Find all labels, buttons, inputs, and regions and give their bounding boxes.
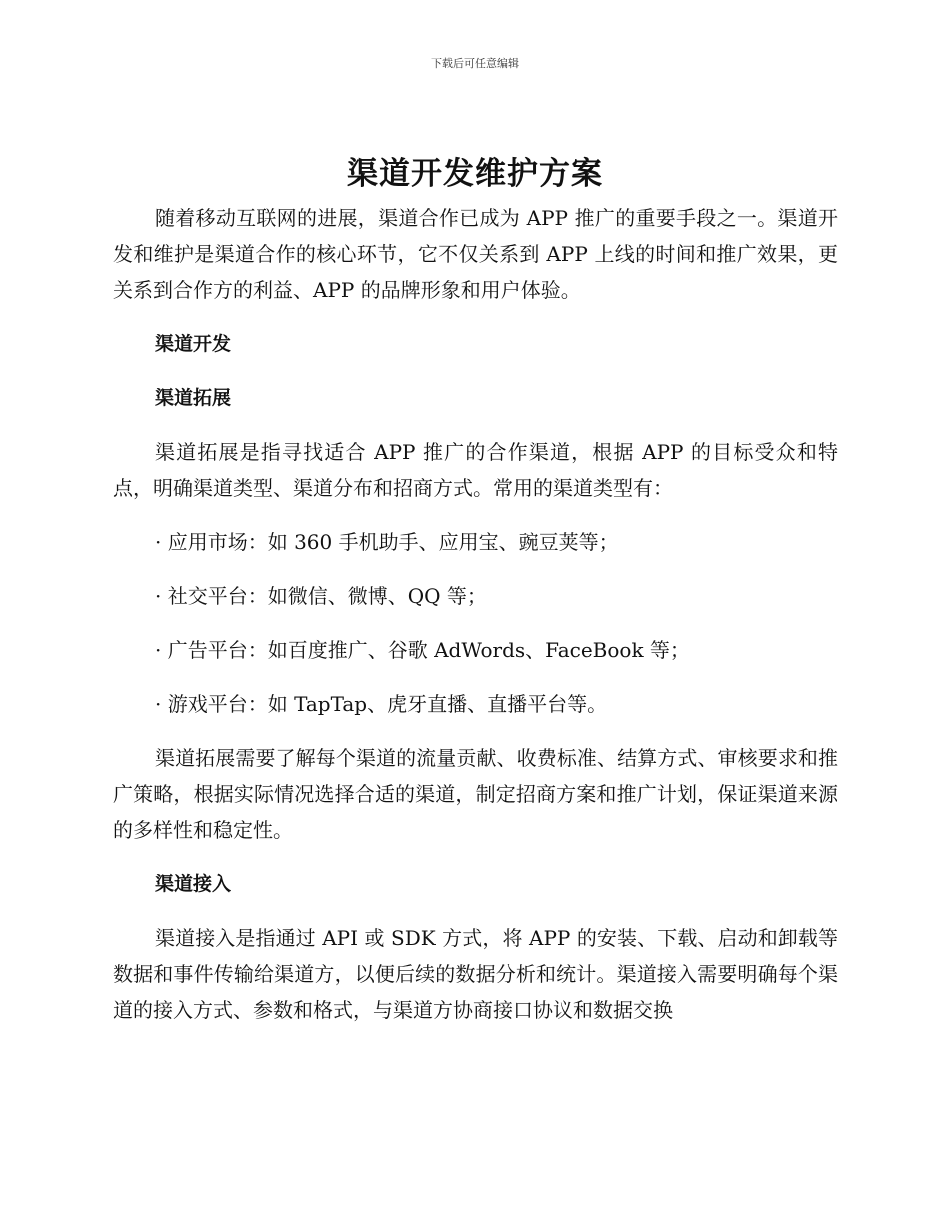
document-title: 渠道开发维护方案 [347, 156, 603, 192]
document-body [113, 200, 838, 1028]
expansion-paragraph-1: 渠道拓展是指寻找适合 APP 推广的合作渠道，根据 APP 的目标受众和特点，明确渠道类型、渠道分布和招商方式。常用的渠道类型有： [113, 440, 838, 500]
bullet-item-ad-platform: · 广告平台：如百度推广、谷歌 AdWords、FaceBook 等； [155, 638, 690, 662]
intro-paragraph: 随着移动互联网的进展，渠道合作已成为 APP 推广的重要手段之一。渠道开发和维护是渠道合作的核心环节，它不仅关系到 APP 上线的时间和推广效果，更关系到合作方的利益、APP 的品牌形象和用户体验。 [113, 206, 838, 302]
bullet-item-app-market: · 应用市场：如 360 手机助手、应用宝、豌豆荚等； [155, 530, 619, 554]
page-header: 下载后可任意编辑 [431, 57, 519, 70]
expansion-paragraph-2: 渠道拓展需要了解每个渠道的流量贡献、收费标准、结算方式、审核要求和推广策略，根据实际情况选择合适的渠道，制定招商方案和推广计划，保证渠道来源的多样性和稳定性。 [113, 746, 838, 842]
section-heading-development: 渠道开发 [155, 333, 232, 355]
section-heading-access: 渠道接入 [155, 873, 232, 895]
section-heading-expansion: 渠道拓展 [155, 387, 232, 409]
bullet-item-social-platform: · 社交平台：如微信、微博、QQ 等； [155, 584, 487, 608]
bullet-item-game-platform: · 游戏平台：如 TapTap、虎牙直播、直播平台等。 [155, 692, 608, 716]
access-paragraph-1: 渠道接入是指通过 API 或 SDK 方式，将 APP 的安装、下载、启动和卸载等数据和事件传输给渠道方，以便后续的数据分析和统计。渠道接入需要明确每个渠道的接入方式、参数和格式，与渠道方协商接口协议和数据交换 [113, 926, 838, 1022]
